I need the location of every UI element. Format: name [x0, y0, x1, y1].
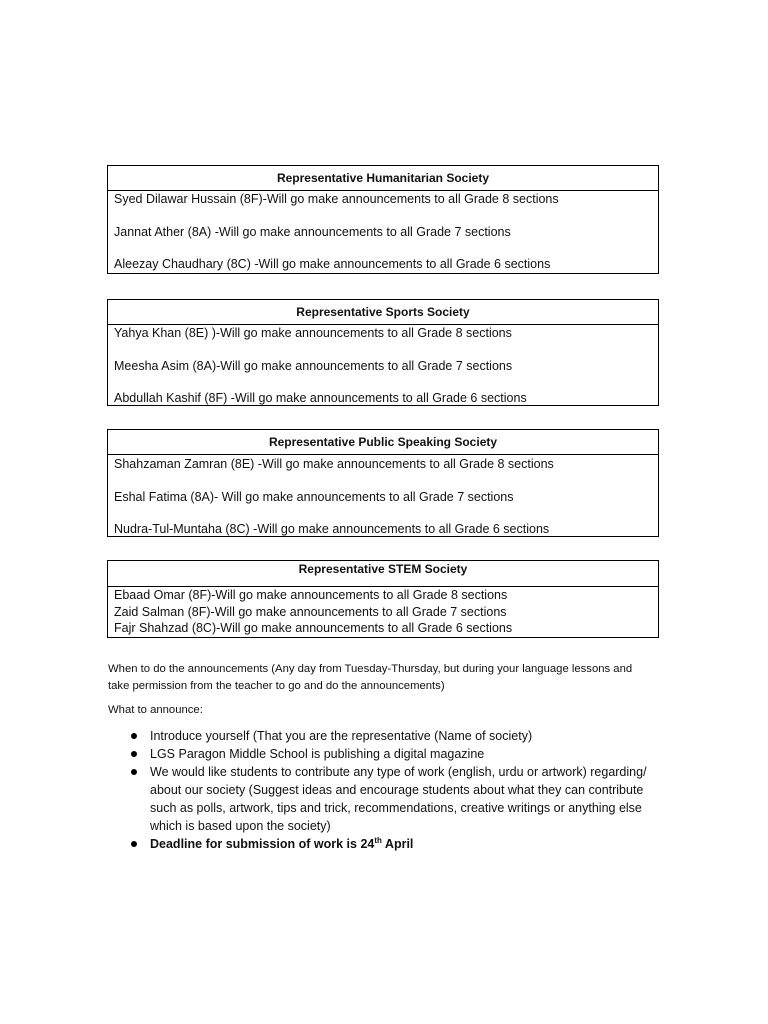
- timing-line: When to do the announcements (Any day from Tuesday-Thursday, but during your language lessons and: [108, 663, 633, 675]
- society-title: Representative Sports Society: [108, 300, 658, 325]
- what-to-announce-heading: What to announce:: [108, 704, 203, 716]
- member-line: Abdullah Kashif (8F) -Will go make announcements to all Grade 6 sections: [114, 391, 527, 405]
- timing-line: take permission from the teacher to go and do the announcements): [108, 679, 445, 692]
- public-speaking-society-table: [107, 429, 659, 537]
- society-members: [108, 587, 658, 637]
- announcement-timing: [108, 661, 664, 694]
- member-line: Nudra-Tul-Muntaha (8C) -Will go make announcements to all Grade 6 sections: [114, 522, 550, 536]
- stem-society-table: [107, 560, 659, 638]
- sports-society-table: [107, 299, 659, 406]
- society-members: [108, 455, 658, 554]
- bullet-icon: [131, 751, 137, 757]
- bullet-icon: [131, 733, 137, 739]
- member-line: Meesha Asim (8A)-Will go make announcements to all Grade 7 sections: [114, 358, 513, 373]
- society-title: Representative Public Speaking Society: [108, 430, 658, 455]
- member-line: Shahzaman Zamran (8E) -Will go make announcements to all Grade 8 sections: [114, 457, 554, 471]
- society-members: [108, 325, 658, 423]
- member-line: Yahya Khan (8E) )-Will go make announcements to all Grade 8 sections: [114, 326, 512, 340]
- humanitarian-society-table: [107, 165, 659, 274]
- deadline-ordinal: th: [374, 836, 382, 845]
- announcement-points: [128, 727, 658, 853]
- bullet-icon: [131, 769, 137, 775]
- member-line: Fajr Shahzad (8C)-Will go make announcements to all Grade 6 sections: [114, 621, 513, 635]
- society-members: [108, 191, 658, 289]
- member-line: Zaid Salman (8F)-Will go make announcements to all Grade 7 sections: [114, 604, 507, 619]
- list-item: Introduce yourself (That you are the representative (Name of society): [128, 727, 658, 745]
- member-line: Jannat Ather (8A) -Will go make announcements to all Grade 7 sections: [114, 224, 511, 239]
- member-line: Ebaad Omar (8F)-Will go make announcements to all Grade 8 sections: [114, 588, 508, 602]
- member-line: Syed Dilawar Hussain (8F)-Will go make announcements to all Grade 8 sections: [114, 192, 559, 206]
- list-item: We would like students to contribute any type of work (english, urdu or artwork) regarding/ about our society (Suggest ideas and encourage students about what they can contribute such as polls, artwork, tips and trick, recommendations, creative writings or anything else which is based upon the society): [128, 763, 658, 835]
- list-item: LGS Paragon Middle School is publishing a digital magazine: [128, 745, 658, 763]
- deadline-month: April: [381, 837, 414, 851]
- deadline-text: Deadline for submission of work is 24: [150, 837, 375, 851]
- bullet-icon: [131, 841, 137, 847]
- member-line: Eshal Fatima (8A)- Will go make announcements to all Grade 7 sections: [114, 489, 514, 504]
- society-title: Representative Humanitarian Society: [108, 166, 658, 191]
- deadline-item: [128, 835, 658, 853]
- society-title: Representative STEM Society: [108, 561, 658, 587]
- member-line: Aleezay Chaudhary (8C) -Will go make announcements to all Grade 6 sections: [114, 257, 551, 271]
